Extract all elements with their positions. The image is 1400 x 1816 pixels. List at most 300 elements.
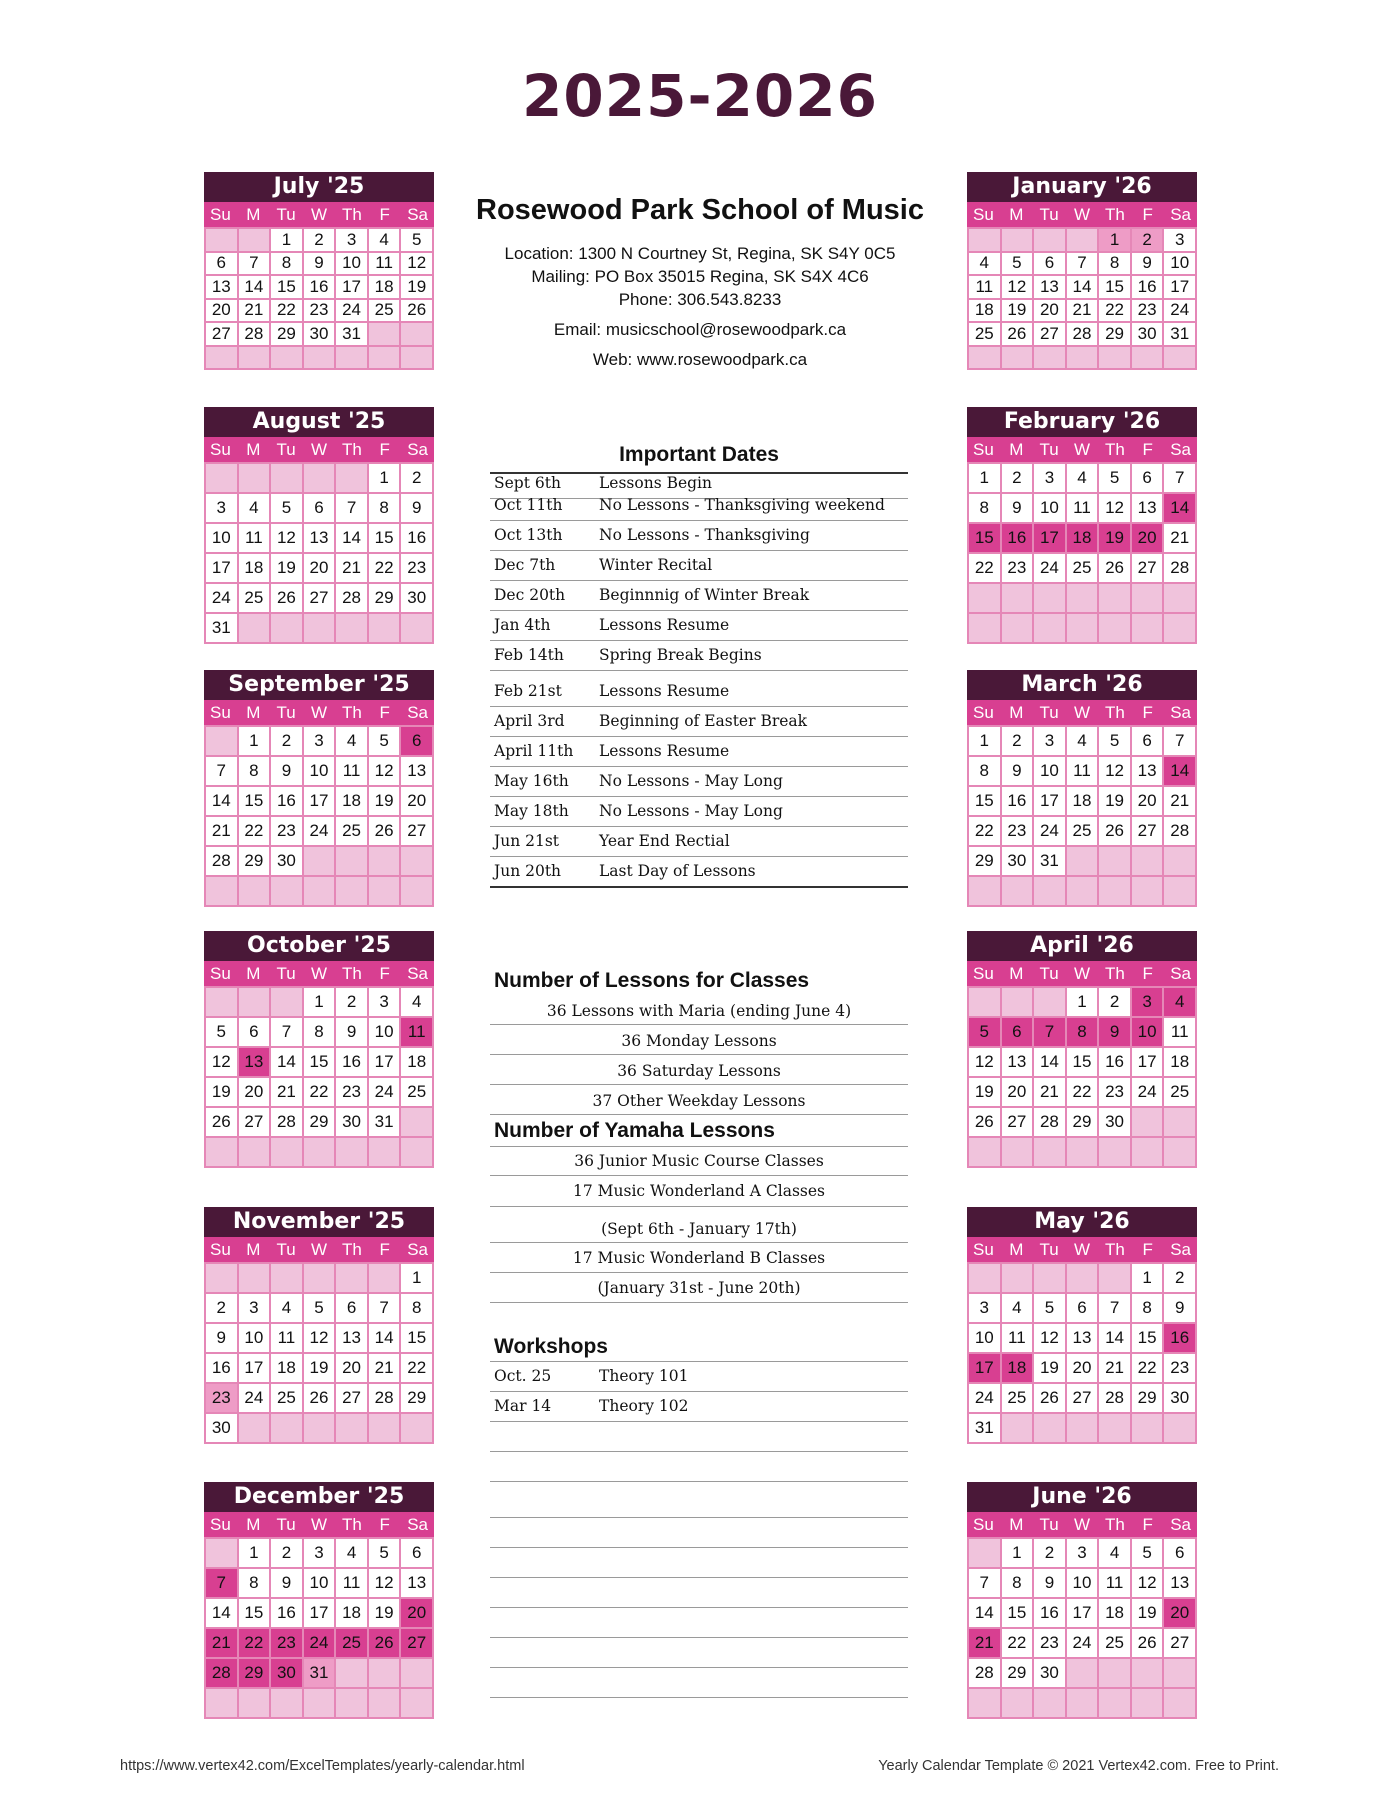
empty-cell xyxy=(969,227,1002,251)
day-cell: 25 xyxy=(969,321,1002,345)
day-cell: 12 xyxy=(401,251,434,275)
day-cell: 2 xyxy=(336,986,369,1016)
empty-cell xyxy=(1067,845,1100,875)
yamaha-title: Number of Yamaha Lessons xyxy=(494,1119,775,1142)
day-cell: 11 xyxy=(969,274,1002,298)
empty-cell xyxy=(206,345,239,369)
month-title: April '26 xyxy=(967,931,1197,961)
empty-cell xyxy=(239,1136,272,1166)
weekday-header xyxy=(967,961,1197,986)
weekday-label: W xyxy=(310,1515,328,1534)
day-grid xyxy=(967,227,1197,370)
school-mailing: Mailing: PO Box 35015 Regina, SK S4X 4C6 xyxy=(531,267,869,286)
day-cell: 21 xyxy=(1164,522,1197,552)
empty-cell xyxy=(304,1687,337,1717)
day-cell: 4 xyxy=(1067,462,1100,492)
day-cell: 6 xyxy=(206,251,239,275)
empty-cell xyxy=(1164,1106,1197,1136)
day-cell: 2 xyxy=(401,462,434,492)
empty-cell xyxy=(271,1136,304,1166)
empty-cell xyxy=(1099,1412,1132,1442)
day-cell: 3 xyxy=(206,492,239,522)
weekday-label: M xyxy=(1009,964,1024,983)
empty-cell xyxy=(1034,1136,1067,1166)
empty-cell xyxy=(1164,582,1197,612)
day-cell: 7 xyxy=(1164,725,1197,755)
divider xyxy=(490,1084,908,1085)
empty-cell xyxy=(1099,1262,1132,1292)
month-title: November '25 xyxy=(204,1207,434,1237)
day-cell: 7 xyxy=(206,755,239,785)
day-cell: 25 xyxy=(1002,1382,1035,1412)
day-cell: 10 xyxy=(206,522,239,552)
weekday-label: Sa xyxy=(407,1515,428,1534)
empty-cell xyxy=(1034,1412,1067,1442)
day-cell: 6 xyxy=(1132,725,1165,755)
empty-cell xyxy=(336,1262,369,1292)
day-cell: 6 xyxy=(401,725,434,755)
day-cell: 4 xyxy=(271,1292,304,1322)
workshop-date: Oct. 25 xyxy=(494,1367,552,1385)
weekday-label: F xyxy=(379,205,390,224)
day-cell: 27 xyxy=(304,582,337,612)
day-cell: 8 xyxy=(239,755,272,785)
month-title: October '25 xyxy=(204,931,434,961)
weekday-label: Su xyxy=(973,205,994,224)
day-cell: 17 xyxy=(969,1352,1002,1382)
day-cell: 16 xyxy=(1164,1322,1197,1352)
weekday-label: Tu xyxy=(1039,205,1059,224)
day-cell: 31 xyxy=(369,1106,402,1136)
empty-cell xyxy=(206,1136,239,1166)
day-cell: 20 xyxy=(1164,1597,1197,1627)
day-cell: 2 xyxy=(206,1292,239,1322)
day-cell: 29 xyxy=(239,1657,272,1687)
empty-cell xyxy=(1034,1262,1067,1292)
day-cell: 18 xyxy=(336,1597,369,1627)
day-cell: 31 xyxy=(304,1657,337,1687)
day-cell: 7 xyxy=(271,1016,304,1046)
weekday-label: Tu xyxy=(276,440,296,459)
important-date: Dec 7th xyxy=(494,556,556,574)
empty-cell xyxy=(1164,875,1197,905)
classes-title: Number of Lessons for Classes xyxy=(494,969,810,992)
day-cell: 8 xyxy=(1132,1292,1165,1322)
day-cell: 27 xyxy=(401,815,434,845)
day-cell: 24 xyxy=(206,582,239,612)
day-cell: 26 xyxy=(1099,815,1132,845)
day-cell: 17 xyxy=(304,785,337,815)
empty-cell xyxy=(206,462,239,492)
weekday-label: Su xyxy=(210,964,231,983)
day-cell: 23 xyxy=(336,1076,369,1106)
day-cell: 28 xyxy=(336,582,369,612)
important-event: Last Day of Lessons xyxy=(599,862,756,880)
weekday-label: Th xyxy=(341,205,362,224)
empty-cell xyxy=(1067,875,1100,905)
day-cell: 16 xyxy=(1034,1597,1067,1627)
footer-copyright: Yearly Calendar Template © 2021 Vertex42.com. Free to Print. xyxy=(878,1758,1279,1774)
weekday-label: M xyxy=(246,703,261,722)
weekday-label: W xyxy=(310,1240,328,1259)
day-cell: 30 xyxy=(1002,845,1035,875)
day-cell: 30 xyxy=(271,845,304,875)
empty-cell xyxy=(1002,1412,1035,1442)
day-cell: 22 xyxy=(239,815,272,845)
empty-cell xyxy=(1067,345,1100,369)
day-cell: 5 xyxy=(1002,251,1035,275)
day-cell: 3 xyxy=(1034,462,1067,492)
weekday-label: M xyxy=(1009,440,1024,459)
day-cell: 16 xyxy=(401,522,434,552)
yamaha-row: 36 Junior Music Course Classes xyxy=(574,1152,824,1170)
day-cell: 21 xyxy=(1164,785,1197,815)
day-cell: 10 xyxy=(969,1322,1002,1352)
day-cell: 3 xyxy=(1164,227,1197,251)
day-cell: 24 xyxy=(969,1382,1002,1412)
day-cell: 27 xyxy=(1034,321,1067,345)
day-cell: 1 xyxy=(969,462,1002,492)
day-cell: 8 xyxy=(304,1016,337,1046)
empty-cell xyxy=(369,1687,402,1717)
empty-cell xyxy=(369,1657,402,1687)
empty-cell xyxy=(1132,875,1165,905)
empty-cell xyxy=(1034,345,1067,369)
day-cell: 24 xyxy=(336,298,369,322)
day-cell: 14 xyxy=(206,1597,239,1627)
day-cell: 25 xyxy=(1164,1076,1197,1106)
weekday-label: W xyxy=(310,703,328,722)
day-cell: 12 xyxy=(206,1046,239,1076)
day-cell: 15 xyxy=(1132,1322,1165,1352)
school-email[interactable]: Email: musicschool@rosewoodpark.ca xyxy=(553,320,847,339)
day-cell: 30 xyxy=(1034,1657,1067,1687)
weekday-label: Th xyxy=(1104,205,1125,224)
empty-cell xyxy=(271,612,304,642)
day-cell: 13 xyxy=(206,274,239,298)
weekday-label: Tu xyxy=(276,703,296,722)
weekday-label: W xyxy=(310,964,328,983)
weekday-label: Su xyxy=(973,440,994,459)
day-cell: 2 xyxy=(1034,1537,1067,1567)
important-event: No Lessons - May Long xyxy=(599,802,783,820)
empty-cell xyxy=(239,345,272,369)
day-cell: 12 xyxy=(369,755,402,785)
day-cell: 6 xyxy=(1132,462,1165,492)
empty-cell xyxy=(239,986,272,1016)
day-cell: 22 xyxy=(1002,1627,1035,1657)
day-cell: 14 xyxy=(206,785,239,815)
day-cell: 1 xyxy=(1099,227,1132,251)
day-cell: 5 xyxy=(1099,725,1132,755)
empty-cell xyxy=(401,1106,434,1136)
empty-cell xyxy=(1132,1136,1165,1166)
day-cell: 15 xyxy=(304,1046,337,1076)
empty-cell xyxy=(304,1262,337,1292)
day-cell: 21 xyxy=(969,1627,1002,1657)
day-cell: 20 xyxy=(206,298,239,322)
day-cell: 4 xyxy=(369,227,402,251)
day-cell: 14 xyxy=(1067,274,1100,298)
day-grid xyxy=(967,462,1197,644)
day-cell: 28 xyxy=(369,1382,402,1412)
day-grid xyxy=(204,986,434,1168)
weekday-label: Su xyxy=(210,440,231,459)
day-cell: 1 xyxy=(239,725,272,755)
day-cell: 23 xyxy=(1034,1627,1067,1657)
day-cell: 16 xyxy=(1099,1046,1132,1076)
divider xyxy=(490,580,908,581)
day-cell: 29 xyxy=(369,582,402,612)
day-cell: 30 xyxy=(1132,321,1165,345)
weekday-label: M xyxy=(1009,703,1024,722)
empty-cell xyxy=(369,321,402,345)
empty-cell xyxy=(969,1262,1002,1292)
weekday-label: Th xyxy=(341,1240,362,1259)
day-cell: 13 xyxy=(1067,1322,1100,1352)
weekday-label: Sa xyxy=(407,440,428,459)
day-cell: 31 xyxy=(1034,845,1067,875)
day-cell: 23 xyxy=(271,1627,304,1657)
empty-cell xyxy=(369,1136,402,1166)
day-cell: 1 xyxy=(1132,1262,1165,1292)
day-cell: 26 xyxy=(304,1382,337,1412)
divider xyxy=(490,1361,908,1362)
empty-cell xyxy=(969,345,1002,369)
day-cell: 21 xyxy=(1099,1352,1132,1382)
empty-cell xyxy=(1034,986,1067,1016)
day-cell: 5 xyxy=(206,1016,239,1046)
empty-cell xyxy=(239,462,272,492)
day-cell: 31 xyxy=(206,612,239,642)
day-cell: 12 xyxy=(1034,1322,1067,1352)
empty-cell xyxy=(969,1537,1002,1567)
empty-cell xyxy=(1099,1687,1132,1717)
day-cell: 25 xyxy=(1067,815,1100,845)
empty-cell xyxy=(1132,345,1165,369)
day-cell: 10 xyxy=(1067,1567,1100,1597)
divider xyxy=(490,1421,908,1422)
day-cell: 23 xyxy=(1002,552,1035,582)
month-calendar xyxy=(967,407,1197,644)
weekday-label: F xyxy=(1142,964,1153,983)
empty-cell xyxy=(1067,1136,1100,1166)
day-cell: 12 xyxy=(1002,274,1035,298)
day-cell: 19 xyxy=(369,785,402,815)
day-cell: 22 xyxy=(239,1627,272,1657)
weekday-header xyxy=(967,202,1197,227)
day-cell: 26 xyxy=(369,815,402,845)
empty-cell xyxy=(304,845,337,875)
important-date: Feb 21st xyxy=(494,682,562,700)
yamaha-row: 17 Music Wonderland B Classes xyxy=(572,1249,826,1267)
month-calendar xyxy=(204,407,434,644)
important-event: Beginnnig of Winter Break xyxy=(599,586,810,604)
important-date: Oct 11th xyxy=(494,496,563,514)
weekday-label: F xyxy=(1142,703,1153,722)
day-cell: 9 xyxy=(271,755,304,785)
day-cell: 16 xyxy=(1002,522,1035,552)
empty-cell xyxy=(369,1412,402,1442)
weekday-label: W xyxy=(1073,964,1091,983)
day-cell: 5 xyxy=(1099,462,1132,492)
weekday-label: M xyxy=(246,205,261,224)
day-cell: 11 xyxy=(1099,1567,1132,1597)
weekday-header xyxy=(967,1237,1197,1262)
weekday-label: Sa xyxy=(407,1240,428,1259)
important-event: Lessons Resume xyxy=(599,742,730,760)
empty-cell xyxy=(1002,875,1035,905)
day-cell: 11 xyxy=(239,522,272,552)
empty-cell xyxy=(1132,612,1165,642)
weekday-label: F xyxy=(1142,205,1153,224)
day-cell: 11 xyxy=(1067,492,1100,522)
empty-cell xyxy=(1132,845,1165,875)
day-cell: 7 xyxy=(206,1567,239,1597)
day-cell: 17 xyxy=(206,552,239,582)
empty-cell xyxy=(1099,612,1132,642)
day-cell: 5 xyxy=(1132,1537,1165,1567)
day-cell: 25 xyxy=(336,815,369,845)
day-cell: 11 xyxy=(401,1016,434,1046)
weekday-label: F xyxy=(379,1240,390,1259)
weekday-label: Th xyxy=(341,440,362,459)
important-event: Lessons Begin xyxy=(599,474,712,492)
day-cell: 9 xyxy=(336,1016,369,1046)
day-cell: 11 xyxy=(1067,755,1100,785)
empty-cell xyxy=(271,1687,304,1717)
day-cell: 12 xyxy=(1099,755,1132,785)
day-cell: 24 xyxy=(304,815,337,845)
day-cell: 7 xyxy=(969,1567,1002,1597)
divider xyxy=(490,1517,908,1518)
empty-cell xyxy=(1164,1687,1197,1717)
day-cell: 29 xyxy=(1067,1106,1100,1136)
weekday-label: Th xyxy=(1104,703,1125,722)
day-cell: 10 xyxy=(239,1322,272,1352)
day-cell: 14 xyxy=(1164,755,1197,785)
day-cell: 26 xyxy=(969,1106,1002,1136)
day-cell: 4 xyxy=(969,251,1002,275)
empty-cell xyxy=(1099,1657,1132,1687)
day-cell: 4 xyxy=(1002,1292,1035,1322)
day-cell: 4 xyxy=(336,1537,369,1567)
day-cell: 23 xyxy=(1002,815,1035,845)
day-cell: 25 xyxy=(369,298,402,322)
empty-cell xyxy=(1002,227,1035,251)
divider xyxy=(490,886,908,888)
day-cell: 7 xyxy=(1067,251,1100,275)
day-grid xyxy=(204,1262,434,1444)
day-cell: 28 xyxy=(1164,552,1197,582)
empty-cell xyxy=(1067,612,1100,642)
empty-cell xyxy=(304,875,337,905)
day-cell: 18 xyxy=(1002,1352,1035,1382)
empty-cell xyxy=(401,1657,434,1687)
empty-cell xyxy=(239,1687,272,1717)
day-cell: 17 xyxy=(1132,1046,1165,1076)
day-cell: 11 xyxy=(1164,1016,1197,1046)
empty-cell xyxy=(369,612,402,642)
weekday-label: Su xyxy=(973,703,994,722)
weekday-label: Su xyxy=(210,205,231,224)
empty-cell xyxy=(336,1136,369,1166)
divider xyxy=(490,1607,908,1608)
empty-cell xyxy=(1132,1412,1165,1442)
divider xyxy=(490,1175,908,1176)
weekday-label: Tu xyxy=(276,205,296,224)
day-cell: 16 xyxy=(271,1597,304,1627)
day-cell: 28 xyxy=(1067,321,1100,345)
weekday-label: F xyxy=(1142,1240,1153,1259)
day-cell: 4 xyxy=(1067,725,1100,755)
weekday-label: Sa xyxy=(407,964,428,983)
day-cell: 27 xyxy=(1164,1627,1197,1657)
divider xyxy=(490,550,908,551)
workshop-date: Mar 14 xyxy=(494,1397,552,1415)
empty-cell xyxy=(1067,582,1100,612)
day-cell: 31 xyxy=(1164,321,1197,345)
day-cell: 6 xyxy=(1002,1016,1035,1046)
day-cell: 11 xyxy=(336,1567,369,1597)
day-cell: 1 xyxy=(401,1262,434,1292)
day-cell: 17 xyxy=(1067,1597,1100,1627)
day-cell: 1 xyxy=(369,462,402,492)
empty-cell xyxy=(1164,1657,1197,1687)
school-web[interactable]: Web: www.rosewoodpark.ca xyxy=(592,350,808,369)
important-event: No Lessons - Thanksgiving xyxy=(599,526,810,544)
divider xyxy=(490,1577,908,1578)
day-cell: 3 xyxy=(304,1537,337,1567)
weekday-label: Su xyxy=(973,1515,994,1534)
empty-cell xyxy=(1067,1687,1100,1717)
empty-cell xyxy=(271,986,304,1016)
yamaha-row: 17 Music Wonderland A Classes xyxy=(573,1182,825,1200)
empty-cell xyxy=(239,1412,272,1442)
day-cell: 17 xyxy=(239,1352,272,1382)
empty-cell xyxy=(336,1657,369,1687)
empty-cell xyxy=(1002,1262,1035,1292)
day-cell: 3 xyxy=(304,725,337,755)
day-cell: 24 xyxy=(304,1627,337,1657)
weekday-label: Tu xyxy=(276,1515,296,1534)
empty-cell xyxy=(336,1687,369,1717)
important-event: No Lessons - Thanksgiving weekend xyxy=(599,496,885,514)
day-cell: 27 xyxy=(401,1627,434,1657)
important-date: Jan 4th xyxy=(494,616,551,634)
day-cell: 10 xyxy=(304,755,337,785)
day-cell: 6 xyxy=(401,1537,434,1567)
day-cell: 15 xyxy=(969,785,1002,815)
month-title: March '26 xyxy=(967,670,1197,700)
weekday-label: Sa xyxy=(407,703,428,722)
empty-cell xyxy=(401,321,434,345)
day-cell: 14 xyxy=(239,274,272,298)
day-cell: 9 xyxy=(1132,251,1165,275)
day-cell: 23 xyxy=(401,552,434,582)
day-cell: 10 xyxy=(1164,251,1197,275)
weekday-label: F xyxy=(1142,1515,1153,1534)
weekday-label: F xyxy=(379,1515,390,1534)
day-cell: 18 xyxy=(1164,1046,1197,1076)
day-cell: 29 xyxy=(1132,1382,1165,1412)
day-cell: 26 xyxy=(1002,321,1035,345)
empty-cell xyxy=(1034,227,1067,251)
footer-link[interactable]: https://www.vertex42.com/ExcelTemplates/yearly-calendar.html xyxy=(120,1758,525,1774)
empty-cell xyxy=(239,875,272,905)
important-date: Oct 13th xyxy=(494,526,563,544)
weekday-header xyxy=(204,1237,434,1262)
